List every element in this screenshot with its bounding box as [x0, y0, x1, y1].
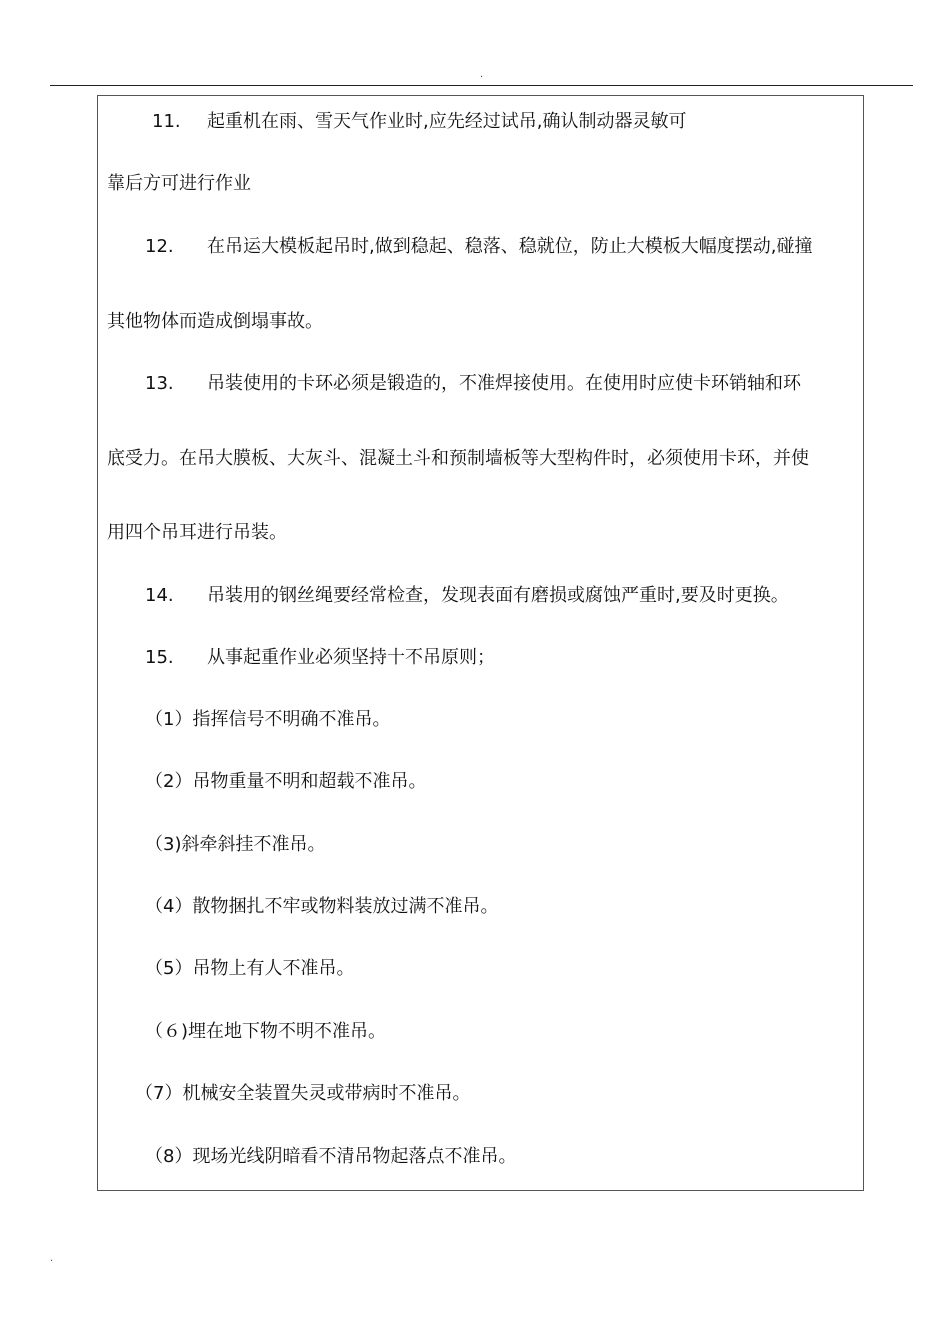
rule-item: （1）指挥信号不明确不准吊。 — [145, 709, 391, 730]
item-12-text: 在吊运大模板起吊时,做到稳起、稳落、稳就位，防止大模板大幅度摆动,碰撞 — [207, 236, 813, 257]
item-14-number: 14. — [145, 585, 174, 606]
header-mark: . — [480, 69, 484, 80]
item-13-continuation-1: 底受力。在吊大膜板、大灰斗、混凝土斗和预制墙板等大型构件时，必须使用卡环，并使 — [107, 448, 809, 469]
header-rule — [50, 85, 913, 86]
rule-item: （６)埋在地下物不明不准吊。 — [145, 1021, 387, 1042]
item-13-continuation-2: 用四个吊耳进行吊装。 — [107, 522, 287, 543]
item-13-text: 吊装使用的卡环必须是锻造的，不准焊接使用。在使用时应使卡环销轴和环 — [207, 373, 801, 394]
item-14-text: 吊装用的钢丝绳要经常检查，发现表面有磨损或腐蚀严重时,要及时更换。 — [207, 585, 789, 606]
rule-item: （8）现场光线阴暗看不清吊物起落点不准吊。 — [145, 1146, 517, 1167]
rule-item: （3)斜牵斜挂不准吊。 — [145, 834, 326, 855]
item-11-text: 起重机在雨、雪天气作业时,应先经过试吊,确认制动器灵敏可 — [207, 111, 687, 132]
rule-item: （5）吊物上有人不准吊。 — [145, 958, 355, 979]
item-12-continuation: 其他物体而造成倒塌事故。 — [107, 311, 323, 332]
rule-item: （2）吊物重量不明和超载不准吊。 — [145, 771, 427, 792]
item-13-number: 13. — [145, 373, 174, 394]
item-11-number: 11. — [152, 111, 181, 132]
footer-mark: . — [50, 1253, 54, 1264]
item-11-continuation: 靠后方可进行作业 — [107, 173, 251, 194]
rule-item: （7）机械安全装置失灵或带病时不准吊。 — [135, 1083, 471, 1104]
item-15-text: 从事起重作业必须坚持十不吊原则； — [207, 647, 495, 668]
item-12-number: 12. — [145, 236, 174, 257]
item-15-number: 15. — [145, 647, 174, 668]
rule-item: （4）散物捆扎不牢或物料装放过满不准吊。 — [145, 896, 499, 917]
